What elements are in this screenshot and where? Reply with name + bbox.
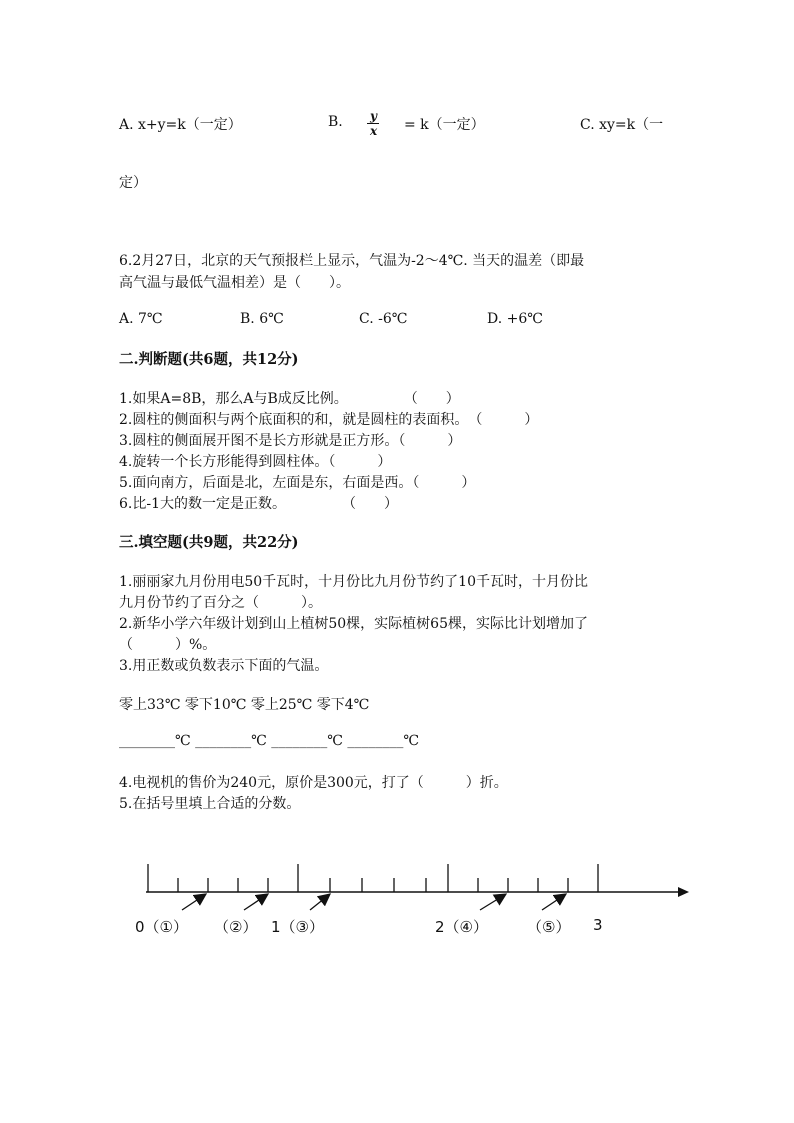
option-b-text: = k（一定）: [404, 117, 485, 133]
fill-q1-line1: 1.丽丽家九月份用电50千瓦时，十月份比九月份节约了10千瓦时，十月份比: [119, 574, 588, 590]
temperature-blanks: ________℃ ________℃ ________℃ ________℃: [119, 733, 419, 749]
section2-title: 二.判断题(共6题，共12分): [119, 351, 299, 368]
judge-item-2: 2.圆柱的侧面积与两个底面积的和，就是圆柱的表面积。 （ ）: [119, 412, 539, 428]
fill-q3: 3.用正数或负数表示下面的气温。: [119, 658, 329, 674]
option-c-wrap: 定）: [119, 175, 147, 191]
judge-item-4: 4.旋转一个长方形能得到圆柱体。（ ）: [119, 454, 392, 470]
option-b-label: B.: [328, 114, 343, 130]
pointer-arrow-1: [182, 894, 206, 910]
pointer-arrow-2: [244, 894, 268, 910]
fill-q2-line2: （ ）%。: [119, 637, 217, 653]
number-line-label-1: 0（①）: [135, 918, 188, 936]
number-line-label-6: 3: [593, 916, 603, 934]
option-a: A. x+y=k（一定）: [119, 117, 242, 133]
number-line-label-2: （②）: [214, 918, 258, 936]
judge-item-6: 6.比-1大的数一定是正数。 （ ）: [119, 496, 398, 512]
pointer-arrow-3: [310, 894, 330, 910]
section3-title: 三.填空题(共9题，共22分): [119, 534, 299, 551]
q6-option-d: D. +6℃: [487, 311, 543, 327]
pointer-arrow-5: [542, 894, 566, 910]
fraction-numerator: y: [370, 109, 377, 123]
number-line-label-5: （⑤）: [527, 918, 571, 936]
q6-line1: 6.2月27日，北京的天气预报栏上显示，气温为-2～4℃. 当天的温差（即最: [119, 253, 585, 269]
judge-item-5: 5.面向南方，后面是北，左面是东，右面是西。（ ）: [119, 475, 476, 491]
fill-q2-line1: 2.新华小学六年级计划到山上植树50棵，实际植树65棵，实际比计划增加了: [119, 616, 588, 632]
q6-option-a: A. 7℃: [119, 311, 163, 327]
q6-line2: 高气温与最低气温相差）是（ ）。: [119, 275, 350, 291]
judge-item-1: 1.如果A=8B，那么A与B成反比例。 （ ）: [119, 391, 460, 407]
number-line: [0, 850, 794, 920]
q6-option-c: C. -6℃: [359, 311, 408, 327]
fraction-denominator: x: [370, 124, 378, 138]
fill-q5: 5.在括号里填上合适的分数。: [119, 796, 301, 812]
pointer-arrow-4: [480, 894, 506, 910]
axis-arrow-head: [678, 887, 689, 897]
judge-item-3: 3.圆柱的侧面展开图不是长方形就是正方形。（ ）: [119, 433, 462, 449]
fill-q1-line2: 九月份节约了百分之（ ）。: [119, 595, 322, 611]
temperature-list: 零上33℃ 零下10℃ 零上25℃ 零下4℃: [119, 697, 370, 713]
option-c: C. xy=k（一: [580, 117, 664, 133]
fill-q4: 4.电视机的售价为240元，原价是300元，打了（ ）折。: [119, 775, 508, 791]
number-line-label-4: 2（④）: [435, 918, 488, 936]
q6-option-b: B. 6℃: [240, 311, 284, 327]
number-line-label-3: 1（③）: [271, 918, 324, 936]
